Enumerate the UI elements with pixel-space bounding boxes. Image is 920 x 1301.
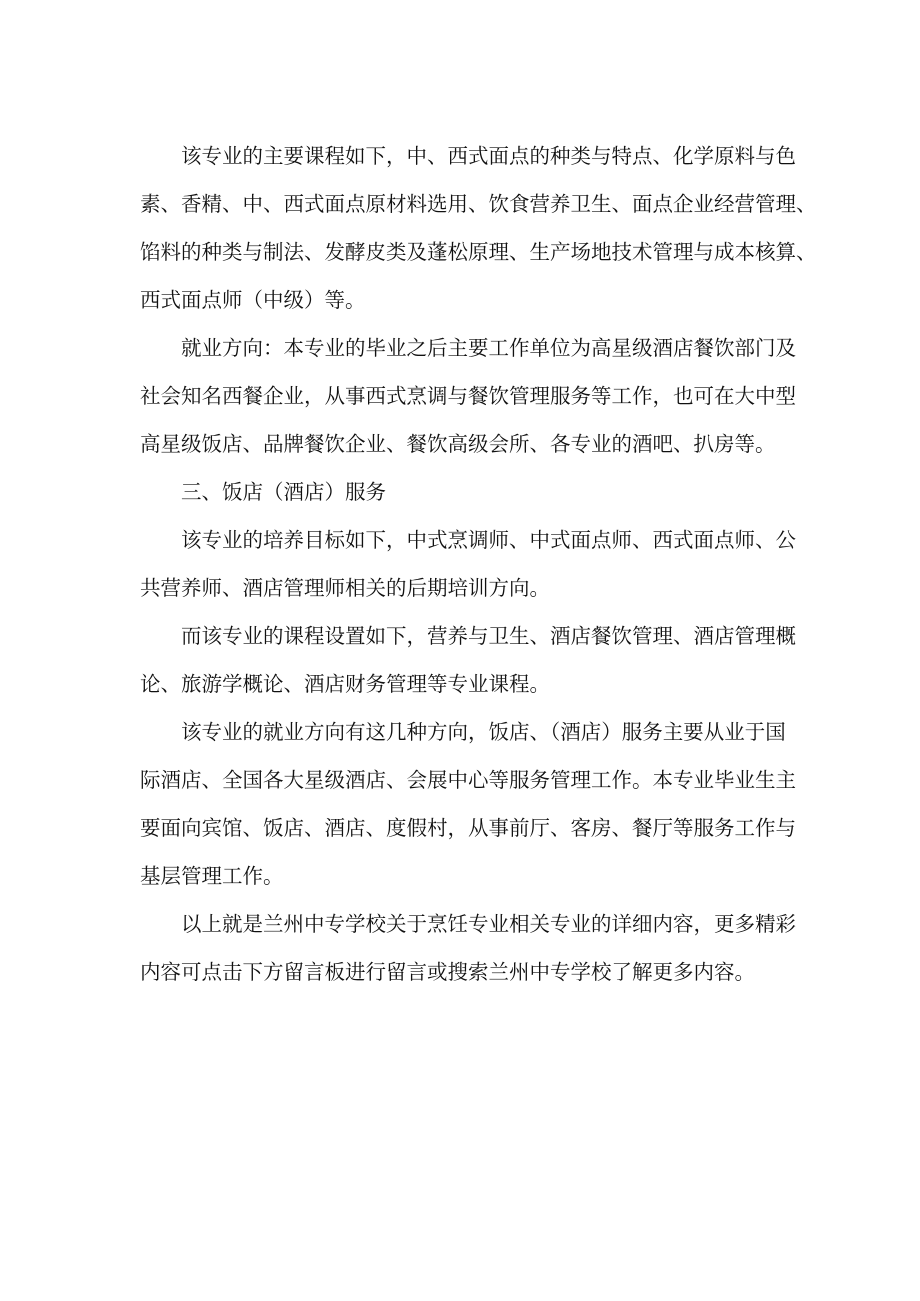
section-heading: 三、饭店（酒店）服务: [181, 480, 386, 504]
text-line: 共营养师、酒店管理师相关的后期培训方向。: [140, 576, 550, 600]
text-line: 素、香精、中、西式面点原材料选用、饮食营养卫生、面点企业经营管理、: [140, 192, 817, 216]
text-line: 该专业的就业方向有这几种方向，饭店、（酒店）服务主要从业于国: [181, 720, 786, 744]
paragraph-course-settings: [140, 612, 800, 708]
section-heading-hotel-service: [140, 468, 800, 516]
paragraph-main-courses: [140, 132, 817, 324]
text-line: 而该专业的课程设置如下，营养与卫生、酒店餐饮管理、酒店管理概: [181, 624, 796, 648]
text-line: 社会知名西餐企业，从事西式烹调与餐饮管理服务等工作，也可在大中型: [140, 384, 796, 408]
paragraph-training-goals: [140, 516, 800, 612]
text-line: 该专业的主要课程如下，中、西式面点的种类与特点、化学原料与色: [181, 144, 796, 168]
text-line: 该专业的培养目标如下，中式烹调师、中式面点师、西式面点师、公: [181, 528, 796, 552]
paragraph-closing: [140, 900, 800, 996]
document-body: [140, 132, 817, 996]
text-line: 馅料的种类与制法、发酵皮类及蓬松原理、生产场地技术管理与成本核算、: [140, 240, 817, 264]
paragraph-employment-western-pastry: [140, 324, 800, 468]
text-line: 西式面点师（中级）等。: [140, 288, 366, 312]
text-line: 论、旅游学概论、酒店财务管理等专业课程。: [140, 672, 550, 696]
text-line: 高星级饭店、品牌餐饮企业、餐饮高级会所、各专业的酒吧、扒房等。: [140, 432, 776, 456]
text-line: 基层管理工作。: [140, 864, 284, 888]
text-line: 以上就是兰州中专学校关于烹饪专业相关专业的详细内容，更多精彩: [181, 912, 796, 936]
text-line: 际酒店、全国各大星级酒店、会展中心等服务管理工作。本专业毕业生主: [140, 768, 796, 792]
text-line: 要面向宾馆、饭店、酒店、度假村，从事前厅、客房、餐厅等服务工作与: [140, 816, 796, 840]
text-line: 内容可点击下方留言板进行留言或搜索兰州中专学校了解更多内容。: [140, 960, 755, 984]
text-line: 就业方向：本专业的毕业之后主要工作单位为高星级酒店餐饮部门及: [181, 336, 796, 360]
paragraph-employment-hotel-service: [140, 708, 800, 900]
